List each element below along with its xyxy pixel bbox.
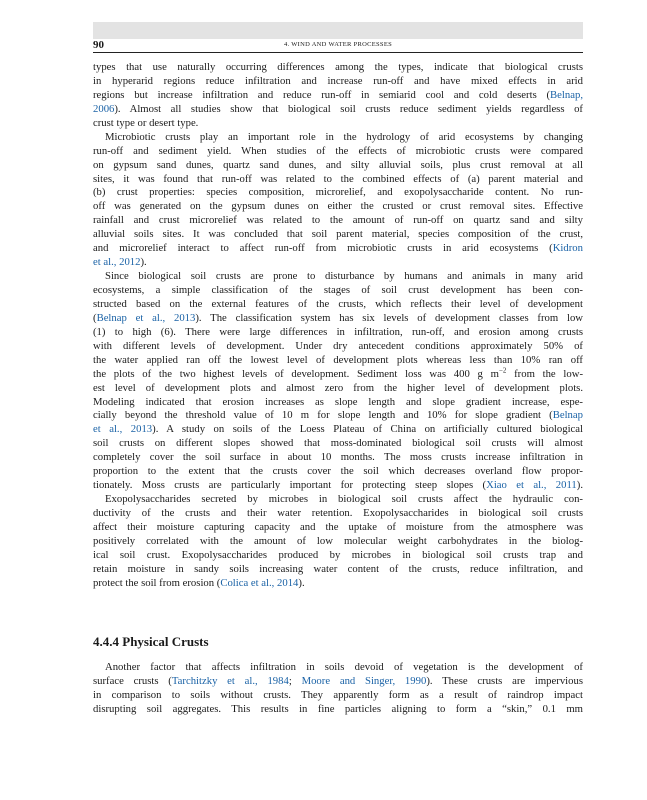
citation-link[interactable]: et al., 2012 <box>93 256 141 269</box>
text-line: Exopolysaccharides secreted by microbes in biological soil crusts affect the hydraulic con- <box>105 493 583 506</box>
citation-link[interactable]: Tarchitzky et al., 1984 <box>171 674 289 687</box>
text-line: (b) crust properties: species composition, microrelief, and exopolysaccharide content. No run- <box>93 186 583 199</box>
text-line: soil crusts on different slopes showed that moss-dominated biological soil crusts will almost <box>93 437 583 450</box>
text-line: Since biological soil crusts are prone to disturbance by humans and animals in many arid <box>105 270 583 283</box>
text-line: in comparison to soils without crusts. They apparently form as a result of raindrop impact <box>93 688 583 701</box>
text-line: the water applied ran off the lowest level of development plots whereas less than 10% ran off <box>93 353 583 366</box>
text-line: crust type or desert type. <box>93 116 199 129</box>
text-line: off was generated on the gypsum dunes on either the crusted or crust removal sites. Effective <box>93 200 583 213</box>
header-rule <box>93 52 583 53</box>
citation-link[interactable]: Belnap <box>552 409 583 422</box>
text-line: surface crusts (Tarchitzky et al., 1984; Moore and Singer, 1990). These crusts are impervious <box>93 674 583 687</box>
text-line: Another factor that affects infiltration in soils devoid of vegetation is the development of <box>105 661 583 673</box>
text-line: et al., 2013). A study on soils of the Loess Plateau of China on artificially cultured biological <box>93 423 583 436</box>
citation-link[interactable]: Colica et al., 2014 <box>220 576 299 589</box>
citation-link[interactable]: Xiao et al., 2011 <box>486 479 577 492</box>
header-band <box>93 22 583 39</box>
text-line: cially beyond the threshold value of 10 m for slope length and 10% for slope gradient (Belnap <box>93 409 583 422</box>
text-line: in hyperarid regions reduce infiltration and increase run-off and have mixed effects in arid <box>93 74 583 87</box>
text-line: affect their moisture capturing capacity and the uptake of moisture from the atmosphere was <box>93 520 583 533</box>
text-line: positively correlated with the amount of low molecular weight carbohydrates in the biolog- <box>93 534 583 547</box>
page-number: 90 <box>93 39 104 51</box>
citation-link[interactable]: 2006 <box>93 102 115 115</box>
text-line: with different levels of development. Under dry antecedent conditions approximately 50% of <box>93 339 583 352</box>
text-line: structed based on the external features of the crusts, which reflects their level of development <box>93 297 583 310</box>
text-line: alluvial soils sites. It was concluded that soil parent material, species composition of the crust, <box>93 228 583 241</box>
text-line: Microbiotic crusts play an important role in the hydrology of arid ecosystems by changing <box>105 130 583 143</box>
text-line: retain moisture in sandy soils increasing water content of the crusts, reduce infiltration, and <box>93 562 583 575</box>
citation-link[interactable]: Belnap, <box>550 88 583 101</box>
text-line: types that use naturally occurring differences among the types, indicate that biological crusts <box>93 61 583 73</box>
running-head: 4. WIND AND WATER PROCESSES <box>283 41 393 48</box>
text-line: ductivity of the crusts and their water retention. Exopolysaccharides in biological soil crusts <box>93 507 583 519</box>
section-body-text <box>93 661 583 717</box>
text-line: run-off and sediment yield. When studies of the effects of microbiotic crusts were compared <box>93 144 583 157</box>
text-line: sites, it was found that run-off was related to the combined effects of (a) parent material and <box>93 172 583 185</box>
text-line: and microrelief interact to affect run-off from microbiotic crusts in arid ecosystems (Kidron <box>93 242 583 255</box>
text-line: et al., 2012). <box>93 256 147 269</box>
text-line: tionately. Moss crusts are particularly important for protecting steep slopes (Xiao et al., 2011). <box>93 479 583 492</box>
section-heading: 4.4.4 Physical Crusts <box>93 634 209 649</box>
citation-link[interactable]: Kidron <box>552 242 583 255</box>
text-line: the plots of the two highest levels of development. Sediment loss was 400 g $m^{-2}$ from the low- <box>93 366 583 380</box>
text-line: Modeling indicated that erosion increases as slope length and slope gradient increase, espe- <box>93 395 583 408</box>
citation-link[interactable]: Belnap et al., 2013 <box>96 311 196 324</box>
text-line: est level of development plots and almost zero from the higher level of development plots. <box>93 381 583 394</box>
text-line: regions but increase infiltration and reduce run-off in semiarid cool and cold deserts (Belnap, <box>93 88 583 101</box>
superscript: −2 <box>498 366 507 375</box>
text-line: ical soil crust. Exopolysaccharides produced by microbes in biological soil crusts trap and <box>93 548 583 561</box>
text-line: (Belnap et al., 2013). The classification system has six levels of development classes from low <box>93 311 584 324</box>
text-line: on gypsum sand dunes, quartz sand dunes, and silty alluvial soils, plus crust removal at all <box>93 158 583 171</box>
text-line: disrupting soil aggregates. This results in fine particles aligning to form a “skin,” 0.1 mm <box>93 702 583 715</box>
text-line: proportion to the extent that the crusts cover the soil which decreases overland flow propor- <box>93 465 583 478</box>
text-line: (1) to high (6). There were large differences in infiltration, run-off, and erosion among crusts <box>93 325 583 338</box>
text-line: 2006). Almost all studies show that biological soil crusts reduce sediment yields regardless of <box>93 102 583 115</box>
citation-link[interactable]: et al., 2013 <box>93 423 153 436</box>
text-line: protect the soil from erosion (Colica et al., 2014). <box>93 576 305 589</box>
body-text <box>93 61 583 591</box>
citation-link[interactable]: Moore and Singer, 1990 <box>301 674 427 687</box>
text-line: completely cover the soil surface in about 10 months. The moss crusts increase infiltration in <box>93 451 583 464</box>
text-line: ecosystems, a simple classification of the stages of soil crust development has been con- <box>93 284 583 296</box>
text-line: rainfall and crust microrelief was related to the amount of run-off on quartz sand and silty <box>93 214 583 227</box>
